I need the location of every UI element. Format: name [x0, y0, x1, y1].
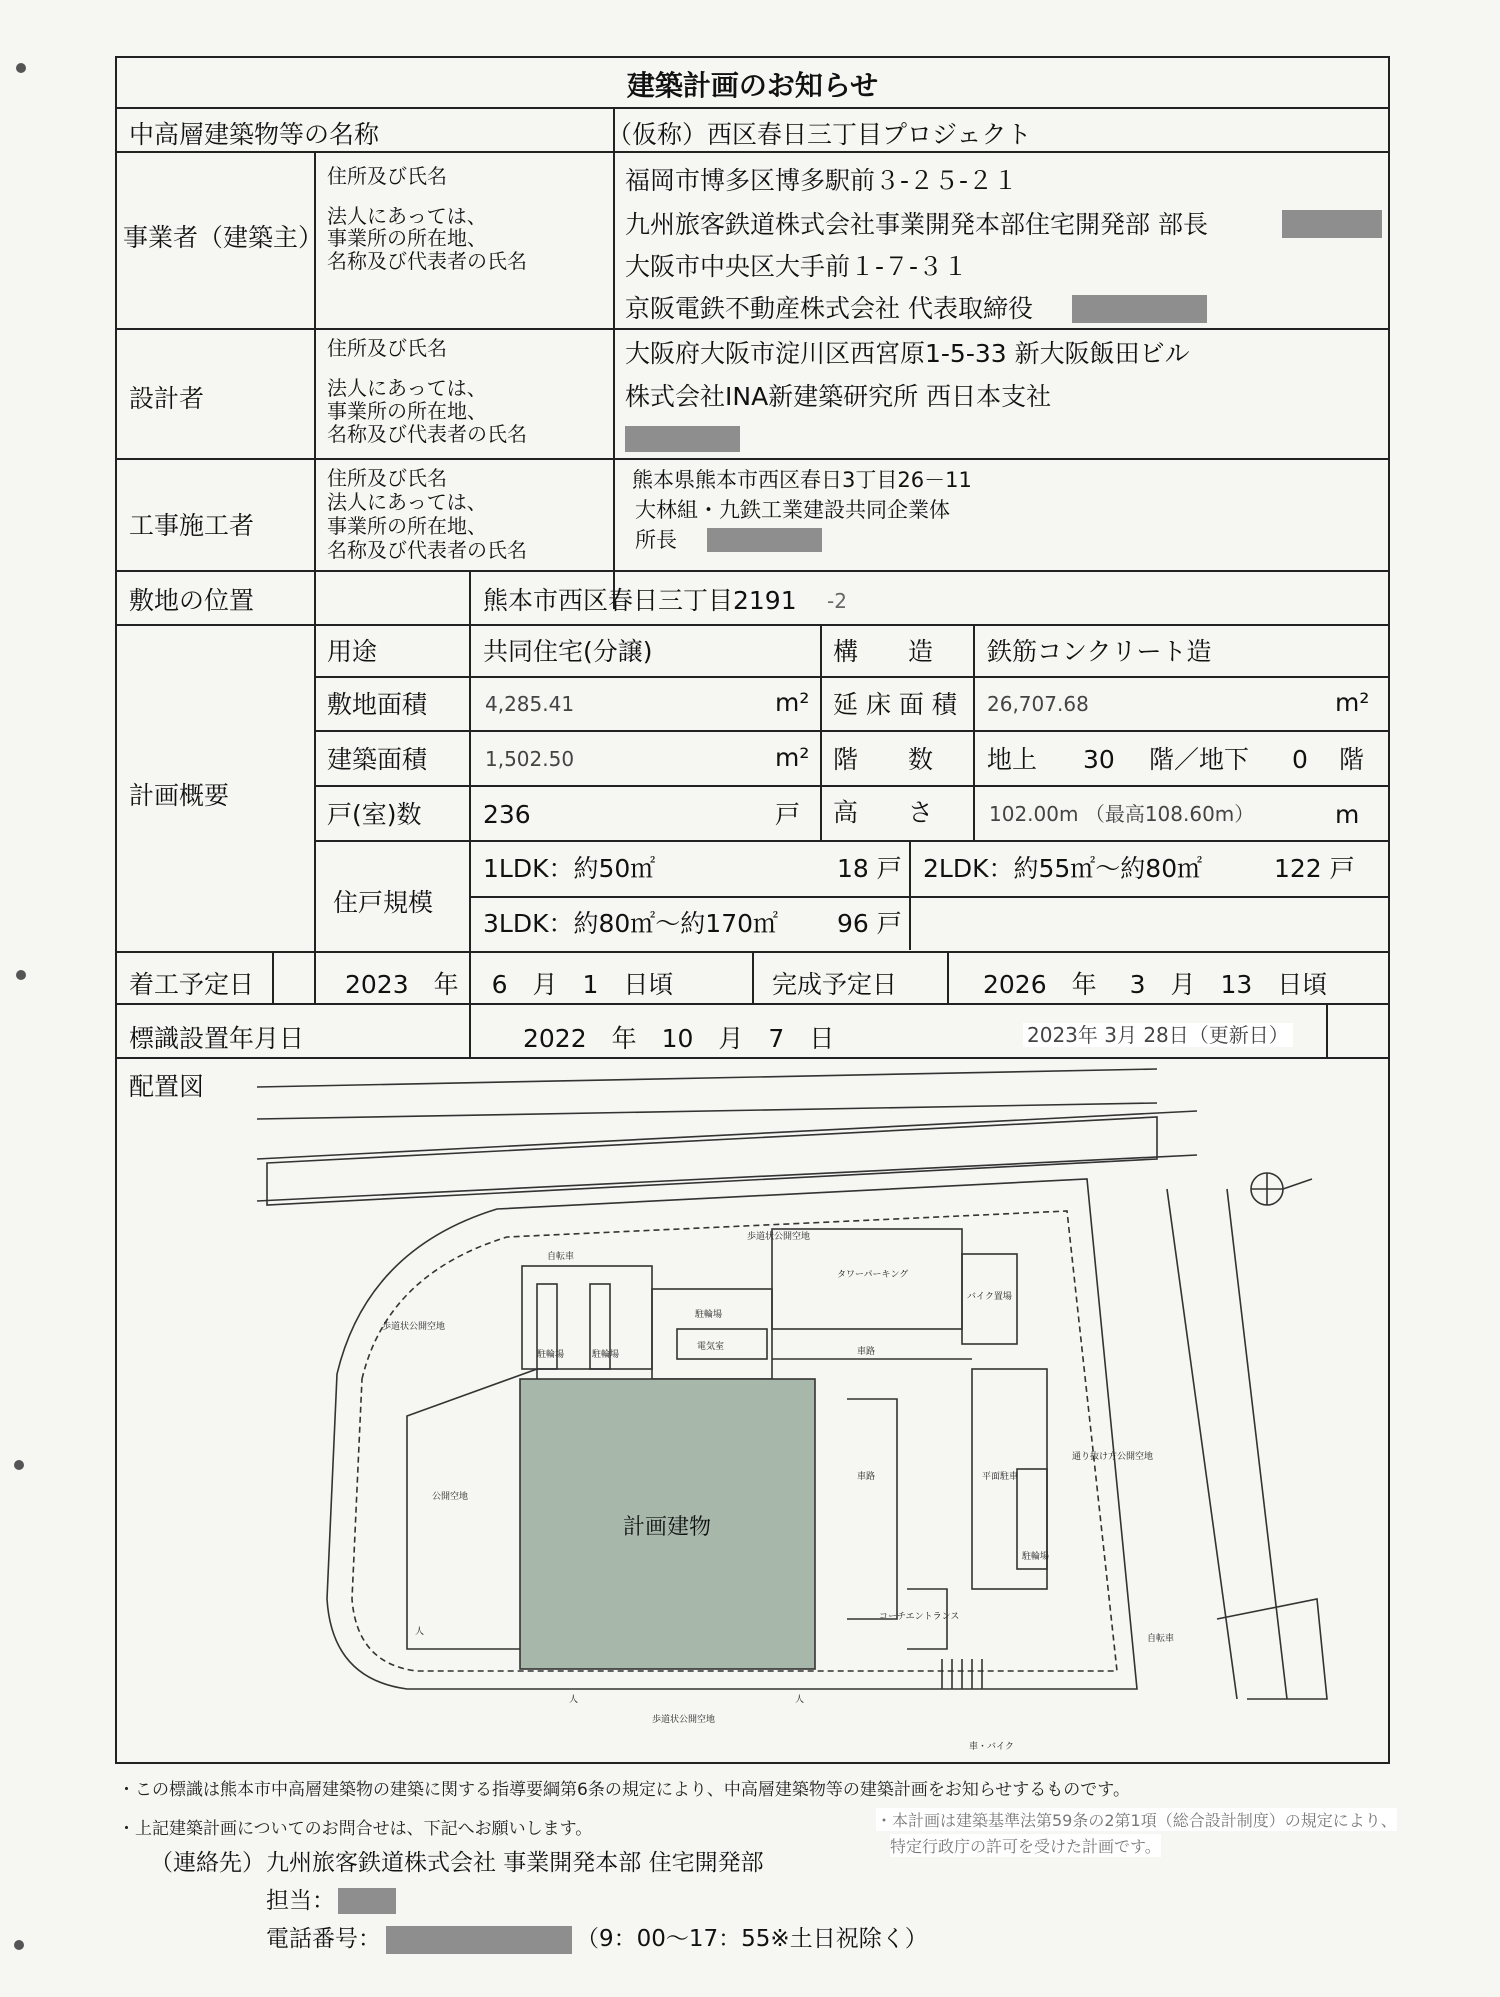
start-date: 2023 年 6 月 1 日頃: [345, 970, 674, 999]
designer-line: 大阪府大阪市淀川区西宮原1-5-33 新大阪飯田ビル: [625, 339, 1190, 368]
contractor-line: 所長: [635, 528, 677, 552]
address-label-line: 住所及び氏名: [327, 466, 447, 490]
height-unit: m: [1335, 800, 1360, 829]
sign-date: 2022 年 10 月 7 日: [523, 1024, 835, 1053]
site-plan-drawing: [117, 1059, 1388, 1762]
address-label-line: 事業所の所在地、: [327, 226, 487, 250]
building-area-value: 1,502.50: [485, 747, 575, 771]
plan-label: 歩道状公開空地: [747, 1232, 811, 1242]
footer-side-note-1: ・本計画は建築基準法第59条の2第1項（総合設計制度）の規定により、: [876, 1808, 1397, 1831]
contractor-label: 工事施工者: [129, 511, 255, 540]
end-date: 2026 年 3 月 13 日頃: [983, 970, 1328, 999]
footer-note-2: ・上記建築計画についてのお問合せは、下記へお願いします。: [118, 1819, 593, 1839]
building-area-unit: m²: [775, 743, 810, 772]
designer-line: 株式会社INA新建築研究所 西日本支社: [625, 382, 1052, 411]
owner-line: 大阪市中央区大手前１-７-３１: [625, 252, 969, 281]
units-label: 戸(室)数: [327, 800, 422, 829]
floor-area-value: 26,707.68: [987, 692, 1089, 716]
plan-label: 電気室: [697, 1342, 725, 1352]
structure-label: 構 造: [833, 637, 934, 666]
plan-label: 駐輪場: [537, 1350, 565, 1360]
floor-area-unit: m²: [1335, 688, 1370, 717]
plan-label: 歩道状公開空地: [652, 1715, 716, 1725]
floor-area-label: 延 床 面 積: [833, 690, 957, 719]
building-name-label: 中高層建築物等の名称: [129, 120, 380, 149]
notice-table: [115, 56, 1390, 1764]
plan-label: 自転車: [1147, 1634, 1175, 1644]
site-plan-label: 配置図: [129, 1072, 205, 1101]
contact-hours: （9：00～17：55※土日祝除く）: [576, 1926, 928, 1952]
building-name-value: （仮称）西区春日三丁目プロジェクト: [607, 120, 1032, 149]
plan-label: 駐輪場: [695, 1310, 723, 1320]
hole-dot: [14, 1460, 24, 1470]
owner-label: 事業者（建築主）: [123, 223, 324, 252]
floors-above-value: 30: [1083, 745, 1115, 774]
redaction: [1072, 295, 1207, 323]
floors-above-label: 地上: [987, 745, 1038, 774]
contractor-line: 大林組・九鉄工業建設共同企業体: [635, 498, 950, 522]
units-unit: 戸: [775, 800, 801, 829]
floors-label: 階 数: [833, 745, 934, 774]
redaction: [625, 426, 740, 452]
type1-count: 18 戸: [837, 854, 902, 883]
plan-label: 自転車: [547, 1252, 575, 1262]
plan-label: 通り抜け方公開空地: [1072, 1452, 1154, 1462]
hole-dot: [16, 63, 26, 73]
plan-label: 人: [795, 1695, 805, 1705]
redaction: [338, 1888, 396, 1914]
contact-org: 九州旅客鉄道株式会社 事業開発本部 住宅開発部: [266, 1850, 764, 1876]
floors-unit: 階: [1339, 745, 1365, 774]
hole-dot: [16, 970, 26, 980]
address-label-line: 法人にあっては、: [327, 490, 487, 514]
end-label: 完成予定日: [772, 970, 898, 999]
plan-label: 人: [569, 1695, 579, 1705]
use-value: 共同住宅(分譲): [483, 637, 653, 666]
start-label: 着工予定日: [129, 970, 255, 999]
phone-label: 電話番号：: [266, 1926, 381, 1952]
owner-line: 九州旅客鉄道株式会社事業開発本部住宅開発部 部長: [625, 210, 1208, 239]
scale-label: 住戸規模: [333, 888, 434, 917]
plan-label: 人: [415, 1627, 425, 1637]
plan-label: 平面駐車: [982, 1472, 1019, 1482]
hole-dot: [14, 1940, 24, 1950]
site-suffix: -2: [827, 589, 847, 613]
plan-label: コーチエントランス: [879, 1612, 960, 1622]
plan-label: 駐輪場: [592, 1350, 620, 1360]
site-area-value: 4,285.41: [485, 692, 575, 716]
plan-label: 車路: [857, 1472, 876, 1482]
plan-label: 車路: [857, 1347, 876, 1357]
height-label: 高 さ: [833, 798, 934, 827]
plan-label: 公開空地: [432, 1492, 469, 1502]
owner-line: 京阪電鉄不動産株式会社 代表取締役: [625, 294, 1033, 323]
address-label-line: 住所及び氏名: [327, 336, 447, 360]
site-area-unit: m²: [775, 688, 810, 717]
planned-building-label: 計画建物: [622, 1515, 712, 1540]
address-label-line: 法人にあっては、: [327, 376, 487, 400]
redaction: [707, 528, 822, 552]
structure-value: 鉄筋コンクリート造: [987, 637, 1212, 666]
plan-label: 計画概要: [129, 781, 230, 810]
sign-label: 標識設置年月日: [129, 1024, 305, 1053]
address-label-line: 法人にあっては、: [327, 204, 487, 228]
plan-label: 車・バイク: [969, 1742, 1014, 1752]
sign-updated: 2023年 3月 28日（更新日）: [1023, 1023, 1293, 1047]
type2-label: 2LDK：約55㎡～約80㎡: [923, 854, 1203, 883]
contractor-line: 熊本県熊本市西区春日3丁目26－11: [632, 468, 972, 492]
address-label-line: 事業所の所在地、: [327, 399, 487, 423]
address-label-line: 名称及び代表者の氏名: [327, 422, 527, 446]
floors-mid: 階／地下: [1149, 745, 1250, 774]
address-label-line: 住所及び氏名: [327, 164, 447, 188]
plan-label: 駐輪場: [1022, 1552, 1050, 1562]
plan-label: タワーパーキング: [837, 1270, 909, 1280]
owner-line: 福岡市博多区博多駅前３-２５-２１: [625, 166, 1019, 195]
height-value: 102.00m （最高108.60m）: [989, 802, 1255, 826]
footer-side-note-2: 特定行政庁の許可を受けた計画です。: [890, 1834, 1161, 1857]
address-label-line: 名称及び代表者の氏名: [327, 249, 527, 273]
type2-count: 122 戸: [1274, 854, 1355, 883]
site-value: 熊本市西区春日三丁目2191: [483, 586, 797, 615]
building-area-label: 建築面積: [327, 745, 428, 774]
address-label-line: 事業所の所在地、: [327, 514, 487, 538]
type3-count: 96 戸: [837, 909, 902, 938]
type3-label: 3LDK：約80㎡～約170㎡: [483, 909, 779, 938]
use-label: 用途: [327, 637, 378, 666]
redaction: [386, 1926, 572, 1954]
plan-label: 歩道状公開空地: [382, 1322, 446, 1332]
designer-label: 設計者: [129, 384, 205, 413]
type1-label: 1LDK：約50㎡: [483, 854, 656, 883]
footer-note-1: ・この標識は熊本市中高層建築物の建築に関する指導要綱第6条の規定により、中高層建築物等の建築計画をお知らせするものです。: [118, 1780, 1130, 1800]
site-label: 敷地の位置: [129, 586, 255, 615]
page-title: 建築計画のお知らせ: [626, 69, 879, 102]
address-label-line: 名称及び代表者の氏名: [327, 538, 527, 562]
floors-below-value: 0: [1292, 745, 1308, 774]
units-value: 236: [483, 800, 531, 829]
person-label: 担当：: [266, 1888, 335, 1914]
plan-label: バイク置場: [967, 1292, 1012, 1302]
redaction: [1282, 210, 1382, 238]
site-area-label: 敷地面積: [327, 690, 428, 719]
contact-label: （連絡先）: [150, 1850, 265, 1876]
